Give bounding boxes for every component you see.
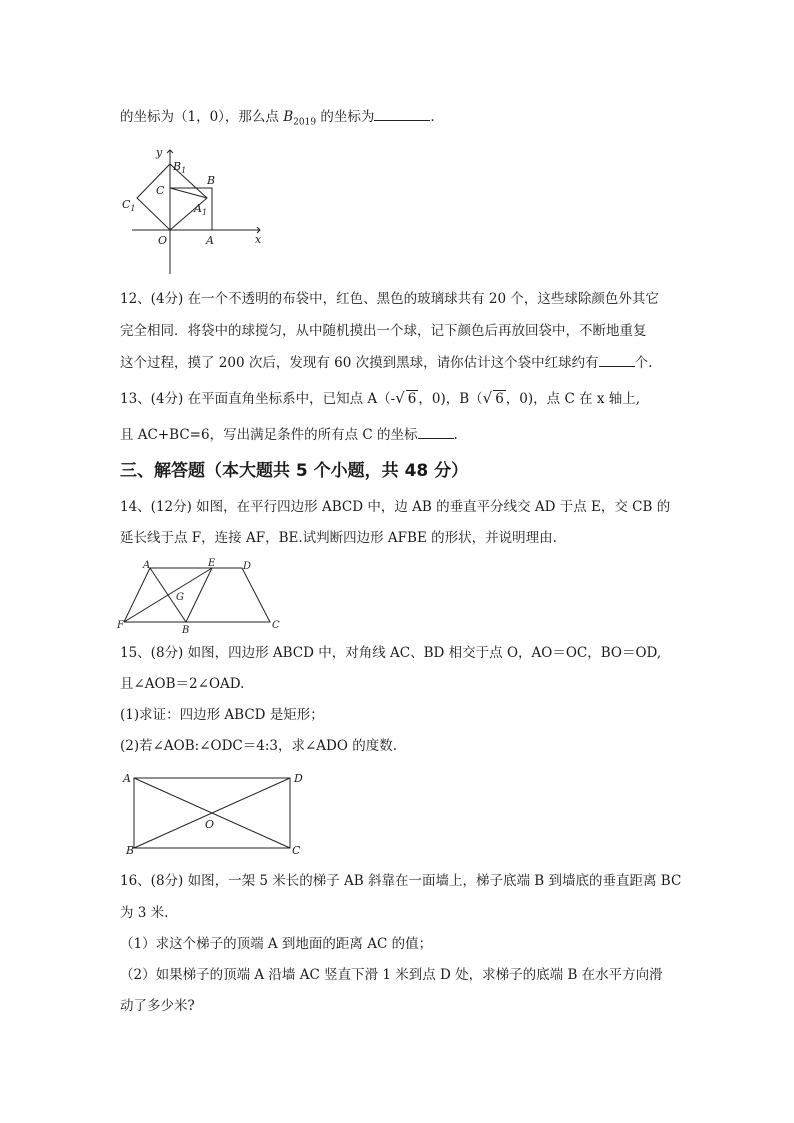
q12-answer-blank[interactable] bbox=[599, 352, 635, 367]
figure-q11-coordinate bbox=[118, 140, 268, 280]
label-x: x bbox=[255, 233, 262, 246]
q16-part-1: （1）求这个梯子的顶端 A 到地面的距离 AC 的值； bbox=[120, 936, 433, 952]
q14-line-2: 延长线于点 F，连接 AF，BE.试判断四边形 AFBE 的形状，并说明理由. bbox=[120, 530, 557, 546]
q11-text-1: 的坐标为（1，0），那么点 bbox=[120, 109, 284, 125]
label-A: A bbox=[123, 772, 131, 785]
label-B: B bbox=[182, 625, 190, 634]
label-O: O bbox=[158, 234, 168, 247]
label-C: C bbox=[292, 844, 301, 856]
label-C: C bbox=[156, 184, 165, 197]
label-O: O bbox=[205, 818, 215, 831]
figure-q14-parallelogram bbox=[116, 558, 286, 634]
label-D: D bbox=[243, 561, 252, 572]
q15-line-1: 15、(8分) 如图，四边形 ABCD 中，对角线 AC、BD 相交于点 O，AO＝OC，BO＝OD, bbox=[120, 645, 662, 661]
label-E: E bbox=[208, 558, 216, 569]
q11-answer-blank[interactable] bbox=[374, 106, 430, 121]
sqrt-icon: √ bbox=[395, 389, 405, 407]
figure-q15-rectangle bbox=[118, 770, 308, 856]
q13-line-1 bbox=[120, 388, 640, 409]
q13-radicand-2: 6 bbox=[495, 391, 504, 407]
q11-point: B bbox=[283, 109, 294, 125]
label-F: F bbox=[117, 620, 124, 631]
q12-line-2: 完全相同．将袋中的球搅匀，从中随机摸出一个球，记下颜色后再放回袋中，不断地重复 bbox=[120, 323, 647, 339]
label-G: G bbox=[176, 592, 184, 603]
label-D: D bbox=[294, 772, 303, 785]
q12-line-3 bbox=[120, 352, 652, 373]
q12-end: 个. bbox=[634, 355, 653, 371]
q11-end: . bbox=[430, 109, 435, 125]
q15-part-2: (2)若∠AOB:∠ODC＝4:3，求∠ADO 的度数. bbox=[120, 738, 398, 754]
q15-part-1: (1)求证：四边形 ABCD 是矩形； bbox=[120, 707, 324, 723]
q14-line-1: 14、(12分) 如图，在平行四边形 ABCD 中，边 AB 的垂直平分线交 AD 于点 E，交 CB 的 bbox=[120, 499, 671, 515]
q16-part-3: 动了多少米? bbox=[120, 998, 195, 1014]
label-C1: $C_1$ bbox=[122, 198, 136, 213]
label-B: B bbox=[207, 174, 216, 187]
q13-text-1: 13、(4分) 在平面直角坐标系中，已知点 A（- bbox=[120, 391, 396, 407]
q12-text: 这个过程，摸了 200 次后，发现有 60 次摸到黑球，请你估计这个袋中红球约有 bbox=[120, 355, 599, 371]
q16-line-2: 为 3 米. bbox=[120, 905, 169, 921]
q15-line-2: 且∠AOB＝2∠OAD. bbox=[120, 676, 245, 692]
sqrt-icon: √ bbox=[482, 389, 493, 407]
q11-tail-line bbox=[120, 106, 435, 133]
q13-end: . bbox=[453, 427, 458, 443]
q13-text-3: ，0)，点 C 在 x 轴上, bbox=[505, 391, 641, 407]
q13-text-4: 且 AC+BC=6，写出满足条件的所有点 C 的坐标 bbox=[120, 427, 418, 443]
square-rotated bbox=[137, 164, 207, 230]
q13-text-2: ，0)，B（ bbox=[418, 391, 483, 407]
label-y: y bbox=[156, 146, 163, 159]
label-B1: $B_1$ bbox=[173, 160, 187, 175]
label-B: B bbox=[126, 844, 135, 856]
q13-answer-blank[interactable] bbox=[418, 424, 454, 439]
q13-radicand-1: 6 bbox=[407, 391, 417, 407]
label-C: C bbox=[272, 620, 280, 631]
q13-line-2 bbox=[120, 424, 458, 445]
q16-part-2: （2）如果梯子的顶端 A 沿墙 AC 竖直下滑 1 米到点 D 处，求梯子的底端 B 在水平方向滑 bbox=[120, 967, 663, 983]
section-heading: 三、解答题（本大题共 5 个小题，共 48 分） bbox=[120, 461, 469, 481]
label-A: A bbox=[143, 560, 151, 571]
label-A: A bbox=[206, 234, 214, 247]
q12-line-1: 12、(4分) 在一个不透明的布袋中，红色、黑色的玻璃球共有 20 个，这些球除颜色外其它 bbox=[120, 291, 659, 307]
q11-point-subscript: 2019 bbox=[293, 117, 317, 128]
q11-text-2: 的坐标为 bbox=[316, 109, 375, 125]
label-A1: $A_1$ bbox=[194, 202, 208, 217]
q16-line-1: 16、(8分) 如图，一架 5 米长的梯子 AB 斜靠在一面墙上，梯子底端 B 到墙底的垂直距离 BC bbox=[120, 873, 682, 889]
